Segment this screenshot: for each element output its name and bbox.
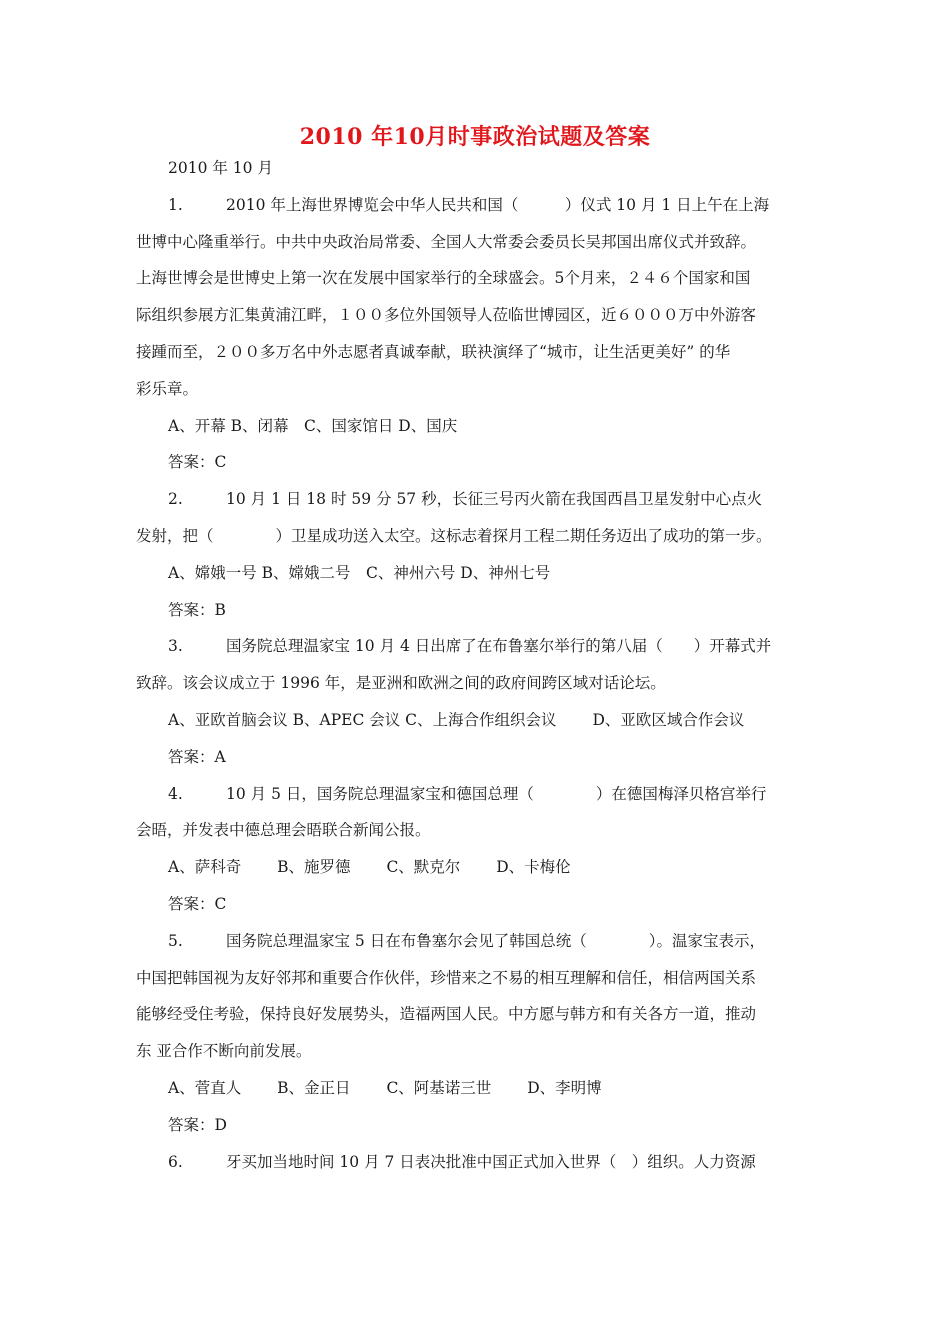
question-text-line: 10 月 5 日，国务院总理温家宝和德国总理（ ）在德国梅泽贝格宫举行 bbox=[226, 784, 767, 803]
question-text-line: 国务院总理温家宝 5 日在布鲁塞尔会见了韩国总统（ ）。温家宝表示， bbox=[226, 931, 765, 950]
question-3 bbox=[136, 628, 816, 775]
question-answer: 答案：C bbox=[168, 453, 227, 472]
question-options: A、嫦娥一号 B、嫦娥二号 C、神州六号 D、神州七号 bbox=[168, 563, 551, 582]
document-date: 2010 年 10 月 bbox=[168, 159, 273, 177]
question-text-line: 际组织参展方汇集黄浦江畔，１００多位外国领导人莅临世博园区，近６０００万中外游客 bbox=[136, 306, 757, 325]
document-title: 2010 年10月时事政治试题及答案 bbox=[299, 124, 651, 150]
question-answer: 答案：C bbox=[168, 894, 227, 913]
question-number: 3. bbox=[168, 637, 183, 656]
question-options: A、开幕 B、闭幕 C、国家馆日 D、国庆 bbox=[168, 416, 458, 435]
document-body bbox=[136, 150, 816, 1180]
question-text-line: 发射，把（ ）卫星成功送入太空。这标志着探月工程二期任务迈出了成功的第一步。 bbox=[136, 526, 772, 545]
question-options: A、菅直人 B、金正日 C、阿基诺三世 D、李明博 bbox=[168, 1078, 602, 1097]
question-number: 4. bbox=[168, 784, 183, 803]
question-4 bbox=[136, 776, 816, 923]
question-6 bbox=[136, 1144, 816, 1181]
question-text-line: 致辞。该会议成立于 1996 年，是亚洲和欧洲之间的政府间跨区域对话论坛。 bbox=[136, 674, 666, 693]
question-answer: 答案：D bbox=[168, 1115, 227, 1134]
question-answer: 答案：B bbox=[168, 600, 226, 619]
question-number: 1. bbox=[168, 195, 183, 214]
question-text-line: 接踵而至，２００多万名中外志愿者真诚奉献，联袂演绎了“城市，让生活更美好” 的华 bbox=[136, 342, 731, 361]
question-text-line: 东 亚合作不断向前发展。 bbox=[136, 1042, 312, 1061]
question-text-line: 10 月 1 日 18 时 59 分 57 秒，长征三号丙火箭在我国西昌卫星发射中心点火 bbox=[226, 490, 763, 509]
question-number: 5. bbox=[168, 931, 183, 950]
question-5 bbox=[136, 923, 816, 1144]
question-1 bbox=[136, 187, 816, 481]
question-text-line: 2010 年上海世界博览会中华人民共和国（ ）仪式 10 月 1 日上午在上海 bbox=[226, 195, 770, 214]
question-number: 6. bbox=[168, 1152, 183, 1171]
question-text-line: 能够经受住考验，保持良好发展势头，造福两国人民。中方愿与韩方和有关各方一道，推动 bbox=[136, 1005, 757, 1024]
question-answer: 答案：A bbox=[168, 747, 226, 766]
question-number: 2. bbox=[168, 490, 183, 509]
question-2 bbox=[136, 481, 816, 628]
question-text-line: 世博中心隆重举行。中共中央政治局常委、全国人大常委会委员长吴邦国出席仪式并致辞。 bbox=[136, 232, 757, 251]
question-text-line: 国务院总理温家宝 10 月 4 日出席了在布鲁塞尔举行的第八届（ ）开幕式并 bbox=[226, 637, 772, 656]
question-options: A、萨科奇 B、施罗德 C、默克尔 D、卡梅伦 bbox=[168, 858, 571, 877]
question-options: A、亚欧首脑会议 B、APEC 会议 C、上海合作组织会议 D、亚欧区域合作会议 bbox=[168, 710, 745, 729]
question-text-line: 会晤，并发表中德总理会晤联合新闻公报。 bbox=[136, 821, 431, 840]
question-text-line: 上海世博会是世博史上第一次在发展中国家举行的全球盛会。5个月来，２４６个国家和国 bbox=[136, 269, 751, 288]
question-text-line: 彩乐章。 bbox=[136, 379, 199, 398]
question-text-line: 中国把韩国视为友好邻邦和重要合作伙伴，珍惜来之不易的相互理解和信任，相信两国关系 bbox=[136, 968, 757, 987]
question-text-line: 牙买加当地时间 10 月 7 日表决批准中国正式加入世界（ ）组织。人力资源 bbox=[226, 1152, 756, 1171]
